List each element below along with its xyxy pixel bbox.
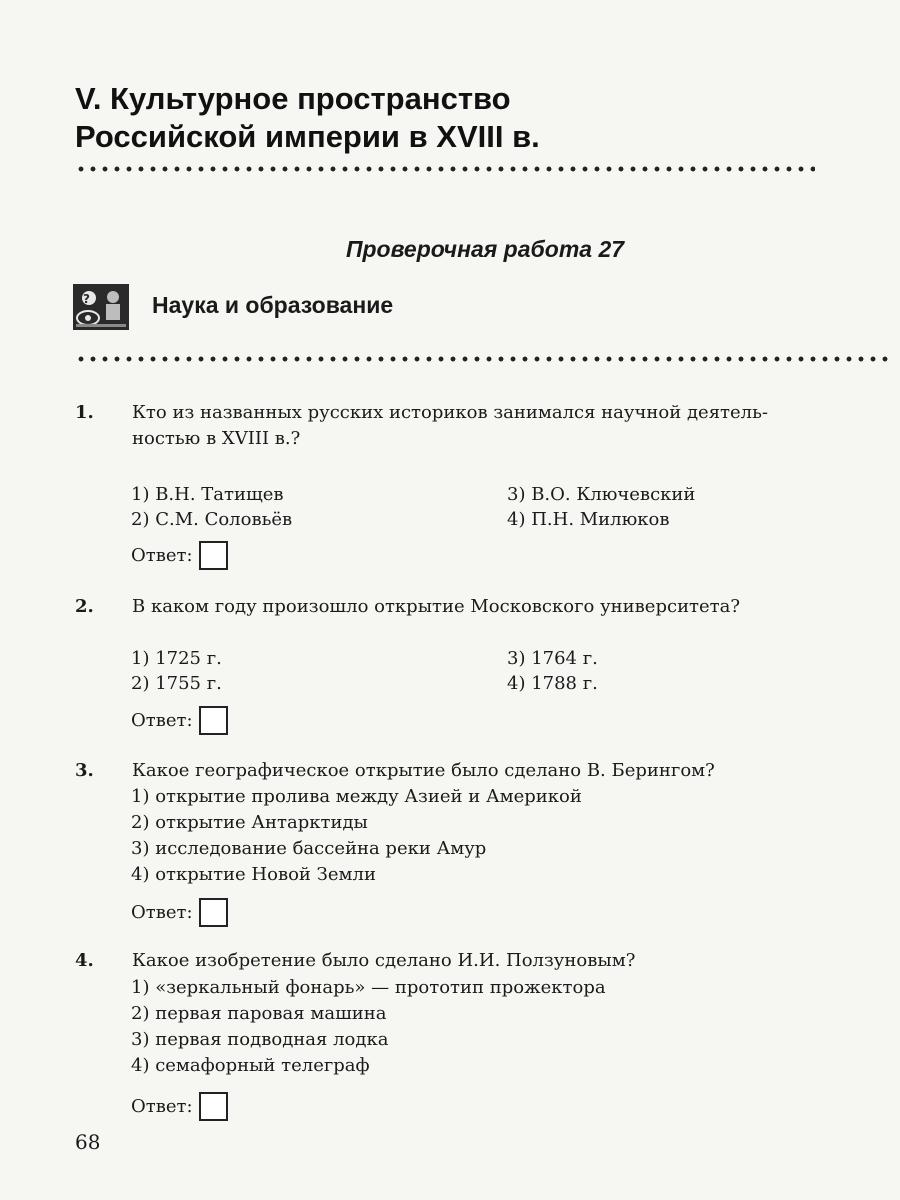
option: 2) первая паровая машина [131, 1003, 387, 1024]
answer-label: Ответ: [131, 544, 193, 566]
answer-box[interactable] [199, 898, 228, 927]
question-number: 1. [75, 402, 94, 423]
svg-text:?: ? [83, 292, 90, 306]
question-text-line: Какое географическое открытие было сделано В. Берингом? [132, 760, 715, 781]
chapter-dotted-divider [75, 166, 815, 172]
question-number: 4. [75, 950, 94, 971]
option: 4) 1788 г. [507, 673, 598, 694]
answer-row [131, 1092, 228, 1121]
chapter-title-line-1: V. Культурное пространство [75, 81, 511, 116]
question-number: 2. [75, 596, 94, 617]
question-text-line: Кто из названных русских историков занимался научной деятель- [132, 402, 768, 423]
question-text-line: Какое изобретение было сделано И.И. Ползуновым? [132, 950, 636, 971]
question-text [132, 400, 867, 452]
option: 4) П.Н. Милюков [507, 509, 670, 530]
answer-box[interactable] [199, 706, 228, 735]
question-number: 3. [75, 760, 94, 781]
answer-label: Ответ: [131, 901, 193, 923]
answer-box[interactable] [199, 1092, 228, 1121]
option: 3) исследование бассейна реки Амур [131, 838, 487, 859]
option: 3) 1764 г. [507, 648, 598, 669]
option: 2) открытие Антарктиды [131, 812, 368, 833]
question-text [132, 758, 867, 784]
question-1 [75, 400, 865, 460]
option: 1) «зеркальный фонарь» — прототип прожектора [131, 977, 606, 998]
option: 3) первая подводная лодка [131, 1029, 389, 1050]
chapter-title-line-2: Российской империи в XVIII в. [75, 119, 540, 154]
answer-row [131, 706, 228, 735]
answer-row [131, 541, 228, 570]
question-4 [75, 948, 865, 978]
question-text-line: В каком году произошло открытие Московского университета? [132, 596, 741, 617]
option: 4) открытие Новой Земли [131, 864, 376, 885]
answer-label: Ответ: [131, 1095, 193, 1117]
answer-row [131, 898, 228, 927]
section-title: Наука и образование [152, 292, 394, 318]
option: 1) 1725 г. [131, 648, 222, 669]
science-education-icon [73, 284, 129, 330]
option: 1) открытие пролива между Азией и Америкой [131, 786, 582, 807]
page-number: 68 [75, 1130, 101, 1154]
option: 4) семафорный телеграф [131, 1055, 370, 1076]
question-text-line: ностью в XVIII в.? [132, 428, 301, 449]
question-2 [75, 594, 865, 624]
option: 2) С.М. Соловьёв [131, 509, 293, 530]
answer-label: Ответ: [131, 709, 193, 731]
option: 1) В.Н. Татищев [131, 484, 284, 505]
work-title: Проверочная работа 27 [345, 236, 625, 262]
section-dotted-divider [75, 356, 890, 362]
option: 2) 1755 г. [131, 673, 222, 694]
question-text [132, 948, 867, 974]
option: 3) В.О. Ключевский [507, 484, 696, 505]
answer-box[interactable] [199, 541, 228, 570]
question-text [132, 594, 867, 620]
chapter-title [75, 80, 835, 156]
